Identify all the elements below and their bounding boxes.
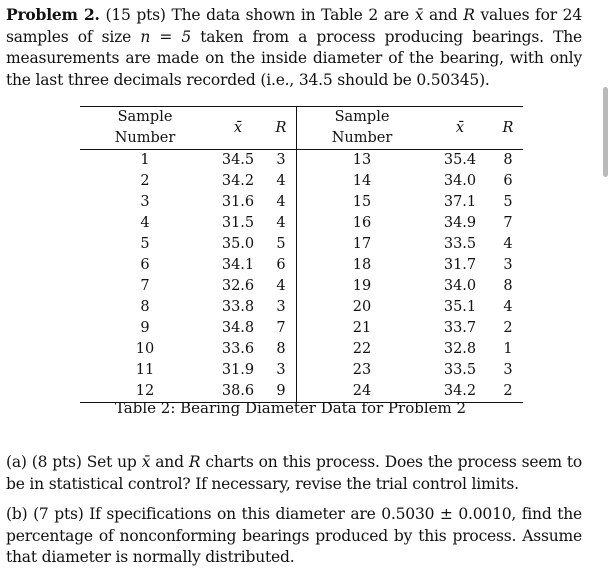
xbar-cell: 31.5 (221, 215, 255, 231)
sample-number-cell: 7 (140, 278, 150, 294)
xbar-cell: 34.0 (443, 278, 477, 294)
xbar-cell: 34.9 (443, 215, 477, 231)
xbar-cell: 31.7 (443, 257, 477, 273)
problem-text-1: The data shown in Table 2 are (171, 6, 409, 24)
r-cell: 4 (276, 194, 286, 210)
r-cell: 4 (503, 236, 513, 252)
sample-number-cell: 22 (297, 339, 428, 360)
xbar-cell: 33.7 (443, 320, 477, 336)
problem-text-3: taken from a process producing bearings. The measurements are made on the inside diameter of the bearing, with only the last three decimals recorded (i.e., 34.5 should be 0.50345). (6, 27, 583, 89)
xbar-cell: 38.6 (210, 381, 266, 403)
header-r: R (266, 107, 297, 150)
sample-number-cell: 20 (297, 297, 428, 318)
part-b-text-2: , find the percentage of nonconforming bearings produced by this process. Assume that diameter is normally distributed. (6, 505, 582, 566)
problem-statement (6, 4, 582, 91)
table-row (80, 150, 523, 172)
part-a-text-2: charts on this process. Does the process seem to be in statistical control? If necessary, revise the trial control limits. (6, 453, 583, 493)
bearing-data-table (80, 106, 523, 403)
r-cell: 3 (503, 362, 513, 378)
r-cell: 4 (276, 278, 286, 294)
table-header-row (80, 107, 523, 150)
xbar-cell: 34.8 (221, 320, 255, 336)
sample-number-cell: 4 (140, 215, 150, 231)
xbar-cell: 34.1 (221, 257, 255, 273)
xbar-cell: 34.0 (443, 173, 477, 189)
xbar-cell: 33.6 (221, 341, 255, 357)
sample-number-cell: 11 (135, 362, 155, 378)
sample-number-cell: 1 (140, 152, 150, 168)
r-cell: 5 (276, 236, 286, 252)
xbar-cell: 32.8 (443, 341, 477, 357)
xbar-cell: 35.4 (443, 152, 477, 168)
sample-size: n = 5 (140, 27, 192, 46)
part-b-label: (b) (6, 505, 28, 523)
part-a-text-1: Set up (86, 453, 137, 471)
part-a-text-and: and (155, 453, 184, 471)
part-a-label: (a) (6, 453, 27, 471)
table-row (80, 276, 523, 297)
sample-number-cell: 3 (140, 194, 150, 210)
r-cell: 2 (493, 381, 523, 403)
xbar-cell: 31.9 (221, 362, 255, 378)
xbar-cell: 33.5 (443, 236, 477, 252)
table-row (80, 171, 523, 192)
table-row (80, 213, 523, 234)
xbar-cell: 34.5 (221, 152, 255, 168)
table-row (80, 192, 523, 213)
r-cell: 3 (276, 362, 286, 378)
r-cell: 9 (266, 381, 297, 403)
sample-number-cell: 21 (297, 318, 428, 339)
r-cell: 8 (503, 278, 513, 294)
xbar-symbol: x̄ (414, 6, 424, 24)
sample-number-cell: 24 (297, 381, 428, 403)
sample-number-cell: 14 (297, 171, 428, 192)
xbar-cell: 35.1 (443, 299, 477, 315)
r-symbol: R (463, 6, 475, 24)
r-cell: 3 (503, 257, 513, 273)
r-cell: 4 (276, 173, 286, 189)
vertical-scrollbar[interactable] (603, 87, 608, 177)
sample-number-cell: 9 (140, 320, 150, 336)
r-cell: 8 (503, 152, 513, 168)
r-cell: 7 (276, 320, 286, 336)
r-cell: 3 (276, 152, 286, 168)
sample-number-cell: 23 (297, 360, 428, 381)
problem-text-2: values for 24 samples of size (6, 6, 582, 46)
r-cell: 6 (276, 257, 286, 273)
part-b-text-1: If specifications on this diameter are (89, 505, 376, 523)
r-cell: 8 (276, 341, 286, 357)
r-cell: 4 (503, 299, 513, 315)
r-cell: 7 (503, 215, 513, 231)
problem-label: Problem 2. (6, 5, 100, 24)
table-row (80, 297, 523, 318)
r-cell: 6 (503, 173, 513, 189)
sample-number-cell: 19 (297, 276, 428, 297)
xbar-cell: 33.8 (221, 299, 255, 315)
table-row (80, 234, 523, 255)
spec-value: 0.5030 ± 0.0010 (381, 505, 512, 523)
part-a-points: (8 pts) (31, 453, 82, 471)
r-cell: 5 (503, 194, 513, 210)
header-sample-number-2: Sample Number (297, 107, 428, 150)
sample-number-cell: 16 (297, 213, 428, 234)
sample-number-cell: 12 (80, 381, 210, 403)
sample-number-cell: 5 (140, 236, 150, 252)
header-sample-number: Sample Number (80, 107, 210, 150)
r-cell: 4 (276, 215, 286, 231)
xbar-cell: 34.2 (221, 173, 255, 189)
table-row (80, 318, 523, 339)
table-caption: Table 2: Bearing Diameter Data for Problem 2 (114, 399, 467, 417)
xbar-cell: 31.6 (221, 194, 255, 210)
part-b-question (6, 504, 582, 569)
sample-number-cell: 15 (297, 192, 428, 213)
problem-text-and: and (428, 6, 458, 24)
table-row (80, 360, 523, 381)
problem-points: (15 pts) (105, 6, 166, 24)
r-cell: 2 (503, 320, 513, 336)
xbar-cell: 33.5 (443, 362, 477, 378)
header-r-2: R (493, 107, 523, 150)
r-cell: 1 (503, 341, 513, 357)
sample-number-cell: 17 (297, 234, 428, 255)
header-xbar-2: x̄ (427, 107, 493, 150)
sample-number-cell: 2 (140, 173, 150, 189)
xbar-cell: 34.2 (427, 381, 493, 403)
sample-number-cell: 10 (135, 341, 155, 357)
sample-number-cell: 13 (297, 150, 428, 172)
part-a-question (6, 452, 582, 495)
r-symbol: R (188, 453, 201, 471)
xbar-cell: 35.0 (221, 236, 255, 252)
r-cell: 3 (276, 299, 286, 315)
table-row (80, 255, 523, 276)
header-xbar: x̄ (210, 107, 266, 150)
table-row (80, 339, 523, 360)
part-b-points: (7 pts) (33, 505, 84, 523)
sample-number-cell: 6 (140, 257, 150, 273)
xbar-cell: 32.6 (221, 278, 255, 294)
sample-number-cell: 8 (140, 299, 150, 315)
xbar-cell: 37.1 (443, 194, 477, 210)
xbar-symbol: x̄ (141, 453, 151, 471)
sample-number-cell: 18 (297, 255, 428, 276)
